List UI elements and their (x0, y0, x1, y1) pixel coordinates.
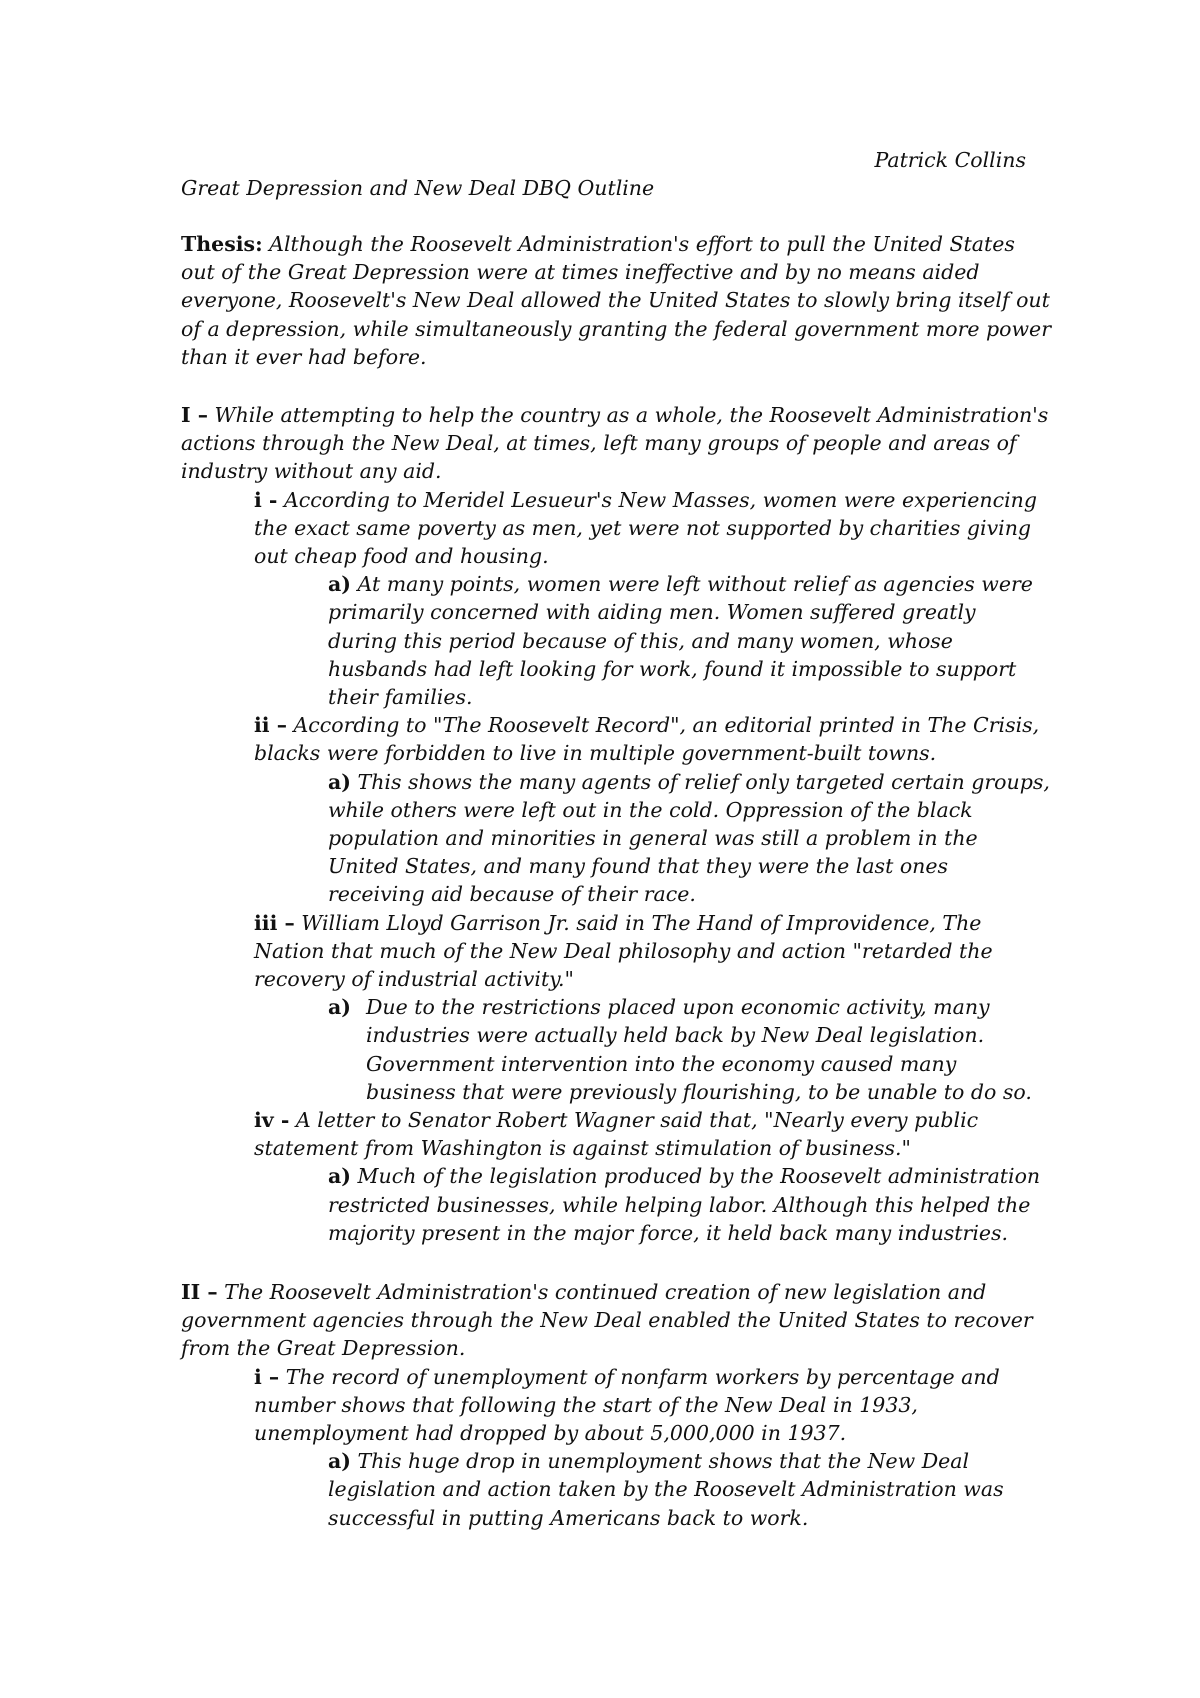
section-label: II – (181, 1280, 218, 1304)
subpoint-text: Much of the legislation produced by the Roosevelt administration restricted businesses, while helping labor. Although this helped the majority present in the major force, it held back many industries. (328, 1164, 1041, 1245)
point-label: iv - (254, 1108, 290, 1133)
subpoint-label: a) (328, 769, 351, 794)
author-name: Patrick Collins (874, 148, 1026, 172)
point-text: The record of unemployment of nonfarm workers by percentage and number shows that following the start of the New Deal in 1933, unemployment had dropped by about 5,000,000 in 1937. (254, 1364, 1000, 1446)
point-text: According to "The Roosevelt Record", an editorial printed in The Crisis, blacks were forbidden to live in multiple government-built towns. (254, 713, 1040, 766)
point-label: iii – (254, 910, 295, 935)
section-text: The Roosevelt Administration's continued creation of new legislation and government agencies through the New Deal enabled the United States to recover from the Great Depression. (181, 1280, 1033, 1361)
subpoint-label: a) (328, 1449, 351, 1474)
thesis-label: Thesis: (181, 232, 263, 256)
thesis-text: Although the Roosevelt Administration's effort to pull the United States out of the Great Depression were at times ineffective and by no means aided everyone, Roosevelt's New Deal allowed the United States to slowly bring itself out of a depression, while simultaneously granting the federal government more power than it ever had before. (181, 232, 1051, 369)
point-label: i - (254, 487, 278, 512)
subpoint-text: This huge drop in unemployment shows that the New Deal legislation and action taken by the Roosevelt Administration was successful in putting Americans back to work. (328, 1449, 1004, 1530)
subpoint-label: a) (328, 572, 351, 597)
point-text: William Lloyd Garrison Jr. said in The Hand of Improvidence, The Nation that much of the New Deal philosophy and action "retarded the recovery of industrial activity." (254, 910, 993, 992)
section-heading (181, 401, 1051, 486)
point-text: A letter to Senator Robert Wagner said that, "Nearly every public statement from Washington is against stimulation of business." (254, 1108, 979, 1161)
outline-section-1 (181, 401, 1051, 1247)
subpoint-a (328, 1447, 1051, 1532)
thesis-paragraph (181, 230, 1051, 371)
section-text: While attempting to help the country as a whole, the Roosevelt Administration's actions through the New Deal, at times, left many groups of people and areas of industry without any aid. (181, 403, 1049, 484)
point-i (254, 1363, 1051, 1448)
subpoint-a (328, 768, 1051, 909)
point-label: i – (254, 1364, 280, 1389)
subpoint-label: a) (328, 1164, 351, 1189)
point-label: ii – (254, 713, 287, 738)
subpoint-label: a) (328, 995, 351, 1020)
document-title: Great Depression and New Deal DBQ Outline (181, 176, 655, 200)
subpoint-text: Due to the restrictions placed upon economic activity, many industries were actually held back by New Deal legislation. Government intervention into the economy caused many business that were previously flourishing, to be unable to do so. (366, 995, 1032, 1104)
subpoint-text: At many points, women were left without relief as agencies were primarily concerned with aiding men. Women suffered greatly during this period because of this, and many women, whose husbands had left looking for work, found it impossible to support their families. (328, 572, 1033, 710)
section-heading (181, 1278, 1051, 1363)
point-iv (254, 1106, 1051, 1162)
point-ii (254, 711, 1051, 767)
point-i (254, 486, 1051, 571)
subpoint-a (328, 1162, 1051, 1247)
section-label: I – (181, 403, 208, 427)
point-iii (254, 909, 1051, 994)
subpoint-a (328, 993, 1051, 1106)
point-text: According to Meridel Lesueur's New Masses, women were experiencing the exact same poverty as men, yet were not supported by charities giving out cheap food and housing. (254, 487, 1037, 569)
subpoint-a (328, 570, 1051, 711)
outline-section-2 (181, 1278, 1051, 1532)
subpoint-text: This shows the many agents of relief only targeted certain groups, while others were left out in the cold. Oppression of the black population and minorities in general was still a problem in the United States, and many found that they were the last ones receiving aid because of their race. (328, 769, 1050, 907)
